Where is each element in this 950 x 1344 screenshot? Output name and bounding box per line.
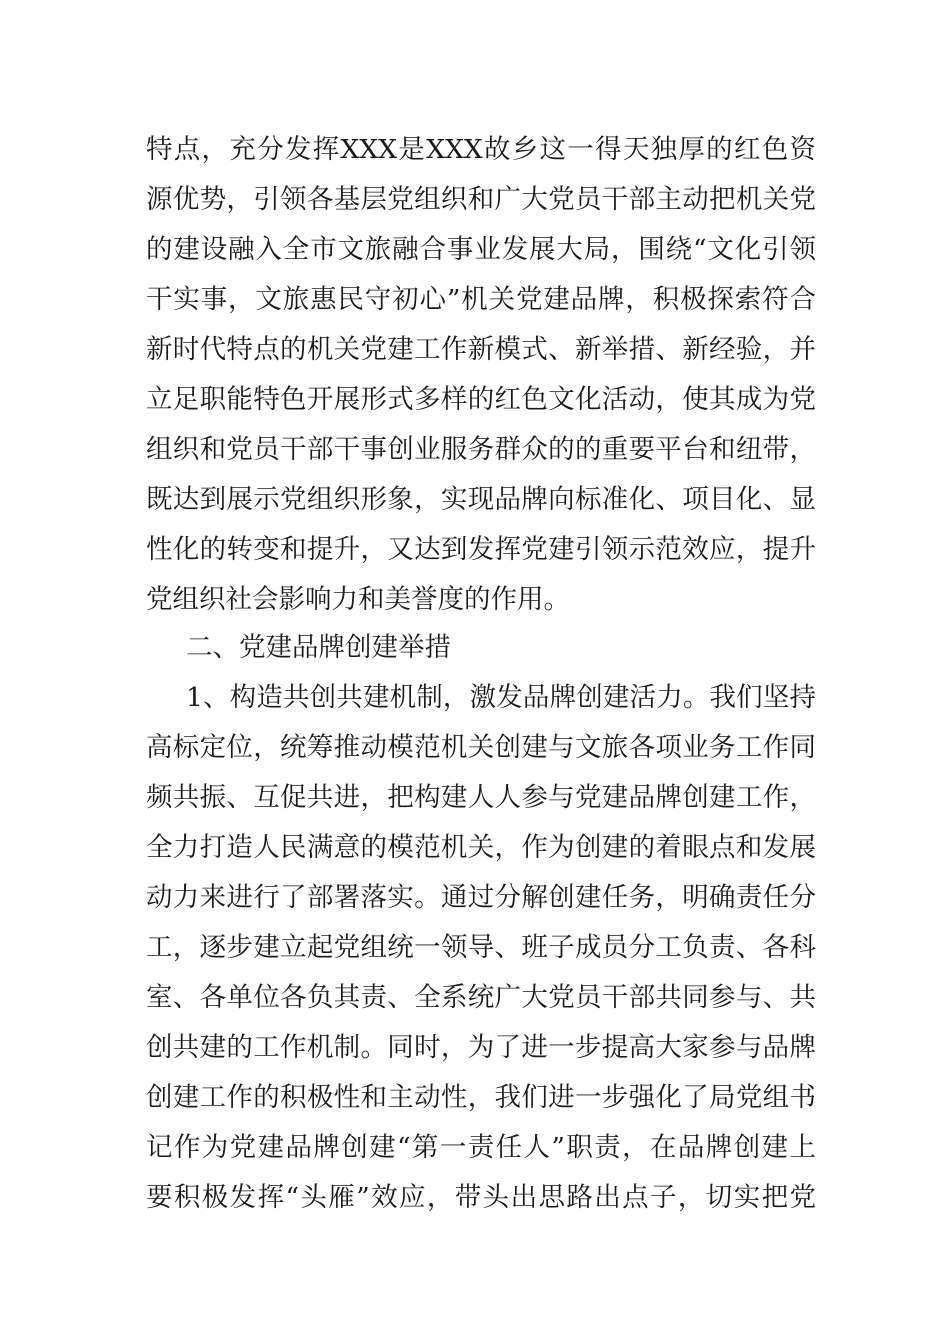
paragraph-1-line-8: 既达到展示党组织形象，实现品牌向标准化、项目化、显 [146, 484, 816, 515]
paragraph-1-line-5: 新时代特点的机关党建工作新模式、新举措、新经验，并 [146, 334, 816, 365]
paragraph-2-line-8: 创共建的工作机制。同时，为了进一步提高大家参与品牌 [146, 1032, 816, 1063]
section-heading: 二、党建品牌创建举措 [186, 632, 451, 663]
paragraph-1-line-4: 干实事，文旅惠民守初心”机关党建品牌，积极探索符合 [146, 284, 816, 315]
paragraph-1-line-1: 特点，充分发挥XXX是XXX故乡这一得天独厚的红色资 [146, 134, 816, 165]
paragraph-1-line-3: 的建设融入全市文旅融合事业发展大局，围绕“文化引领 [146, 234, 816, 265]
paragraph-1-line-6: 立足职能特色开展形式多样的红色文化活动，使其成为党 [146, 384, 816, 415]
paragraph-2-line-5: 动力来进行了部署落实。通过分解创建任务，明确责任分 [146, 882, 816, 913]
paragraph-2-line-3: 频共振、互促共进，把构建人人参与党建品牌创建工作， [146, 782, 816, 813]
paragraph-2-line-9: 创建工作的积极性和主动性，我们进一步强化了局党组书 [146, 1082, 816, 1113]
paragraph-1-line-7: 组织和党员干部干事创业服务群众的的重要平台和纽带， [146, 434, 816, 465]
paragraph-2-line-6: 工，逐步建立起党组统一领导、班子成员分工负责、各科 [146, 932, 816, 963]
paragraph-2-line-11: 要积极发挥“头雁”效应，带头出思路出点子，切实把党 [146, 1182, 816, 1213]
paragraph-2-line-10: 记作为党建品牌创建“第一责任人”职责，在品牌创建上 [146, 1132, 816, 1163]
paragraph-1-line-9: 性化的转变和提升，又达到发挥党建引领示范效应，提升 [146, 534, 816, 565]
paragraph-1-line-2: 源优势，引领各基层党组织和广大党员干部主动把机关党 [146, 184, 816, 215]
paragraph-2-line-1: 1、构造共创共建机制，激发品牌创建活力。我们坚持 [186, 682, 816, 713]
paragraph-2-line-4: 全力打造人民满意的模范机关，作为创建的着眼点和发展 [146, 832, 816, 863]
paragraph-2-line-2: 高标定位，统筹推动模范机关创建与文旅各项业务工作同 [146, 732, 816, 763]
paragraph-2-line-7: 室、各单位各负其责、全系统广大党员干部共同参与、共 [146, 982, 816, 1013]
paragraph-1-line-10: 党组织社会影响力和美誉度的作用。 [146, 584, 570, 615]
